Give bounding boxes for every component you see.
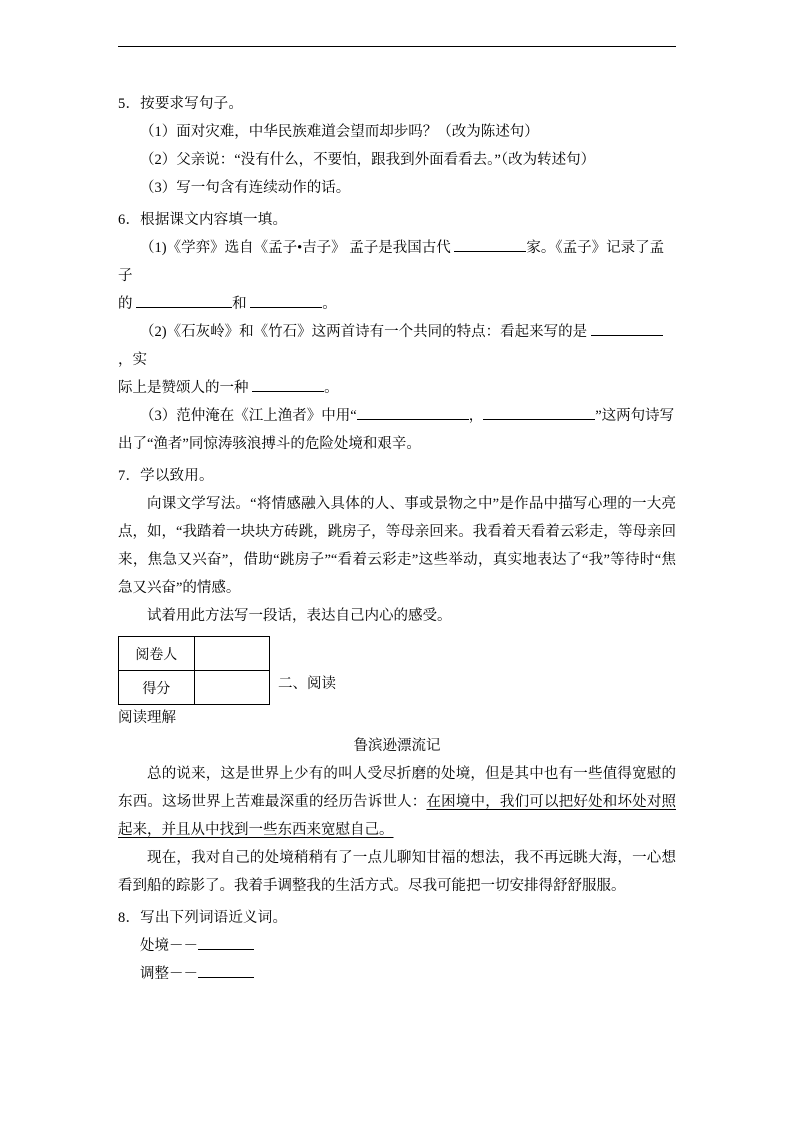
question-6-sub-1 bbox=[118, 234, 676, 290]
q6-1-text-c: 的 bbox=[118, 296, 133, 312]
score-table-label-score: 得分 bbox=[119, 671, 195, 705]
question-6-number: 6． bbox=[118, 212, 141, 228]
question-8-heading bbox=[118, 904, 676, 932]
q6-3-blank-2[interactable] bbox=[483, 419, 595, 420]
question-6-title: 根据课文内容填一填。 bbox=[140, 212, 288, 228]
score-table-area bbox=[118, 636, 676, 704]
score-table bbox=[118, 636, 270, 705]
q6-2-blank-2[interactable] bbox=[252, 391, 324, 392]
question-6-sub-3 bbox=[118, 402, 676, 430]
question-8-number: 8． bbox=[118, 910, 141, 926]
q6-1-text-e: 。 bbox=[322, 296, 337, 312]
score-table-marker-cell[interactable] bbox=[194, 637, 269, 671]
q6-1-text-d: 和 bbox=[232, 296, 247, 312]
q6-3-text-c: ”这两句诗写 bbox=[595, 408, 675, 424]
question-7-title: 学以致用。 bbox=[140, 468, 214, 484]
q6-1-blank-2[interactable] bbox=[136, 307, 232, 308]
table-row bbox=[119, 637, 270, 671]
q6-1-text-b: 家。《孟子》记录了孟子 bbox=[118, 240, 665, 284]
reading-label: 阅读理解 bbox=[118, 710, 176, 726]
table-row bbox=[119, 671, 270, 705]
score-table-label-marker: 阅卷人 bbox=[119, 637, 195, 671]
document-content bbox=[118, 86, 676, 988]
question-5-heading bbox=[118, 90, 676, 118]
q8-blank-2[interactable] bbox=[198, 977, 254, 978]
question-5-title: 按要求写句子。 bbox=[140, 96, 244, 112]
q6-1-blank-3[interactable] bbox=[250, 307, 322, 308]
score-table-score-cell[interactable] bbox=[194, 671, 269, 705]
q6-3-text-a: （3）范仲淹在《江上渔者》中用“ bbox=[140, 408, 357, 424]
q6-2-text-c: 际上是赞颂人的一种 bbox=[118, 380, 249, 396]
question-7-number: 7． bbox=[118, 468, 141, 484]
q6-3-blank-1[interactable] bbox=[357, 419, 469, 420]
question-5-sub-2: （2）父亲说：“没有什么，不要怕，跟我到外面看看去。”（改为转述句） bbox=[140, 152, 596, 168]
question-5-sub-3: （3）写一句含有连续动作的话。 bbox=[140, 180, 351, 196]
q8-line-1-text: 处境－－ bbox=[140, 938, 198, 954]
question-6-heading bbox=[118, 206, 676, 234]
question-8-title: 写出下列词语近义词。 bbox=[140, 910, 288, 926]
q8-line-2-text: 调整－－ bbox=[140, 966, 198, 982]
q6-2-text-a: （2)《石灰岭》和《竹石》这两首诗有一个共同的特点：看起来写的是 bbox=[140, 324, 588, 340]
reading-title: 鲁滨逊漂流记 bbox=[353, 738, 441, 754]
question-5-sub-1: （1）面对灾难，中华民族难道会望而却步吗？（改为陈述句） bbox=[140, 124, 539, 140]
section-heading-reading: 二、阅读 bbox=[278, 676, 336, 692]
question-7-heading bbox=[118, 462, 676, 490]
q6-2-blank-1[interactable] bbox=[591, 335, 663, 336]
reading-paragraph-1-plain: 总的说来，这是世界上少有的叫人受尽折磨的处境，但是其中也有一些值得宽慰的东西。这场世界上苦难最深重的经历告诉世人： bbox=[118, 766, 676, 810]
q6-2-text-d: 。 bbox=[324, 380, 339, 396]
reading-paragraph-1 bbox=[118, 760, 676, 844]
question-6-sub-2-cont bbox=[118, 374, 676, 402]
question-6-sub-3-cont: 出了“渔者”同惊涛骇浪搏斗的危险处境和艰辛。 bbox=[118, 436, 421, 452]
q6-1-text-a: （1)《学弈》选自《孟子•吉子》 孟子是我国古代 bbox=[140, 240, 451, 256]
q6-2-text-b: ，实 bbox=[118, 352, 147, 368]
q6-3-text-b: ， bbox=[468, 408, 484, 424]
question-7-paragraph-1: 向课文学写法。“将情感融入具体的人、事或景物之中”是作品中描写心理的一大亮点，如，“我踏着一块块方砖跳，跳房子，等母亲回来。我看着天看着云彩走，等母亲回来，焦急又兴奋”，借助“跳房子”“看着云彩走”这些举动，真实地表达了“我”等待时“焦急又兴奋”的情感。 bbox=[118, 496, 676, 596]
question-7-paragraph-2: 试着用此方法写一段话，表达自己内心的感受。 bbox=[147, 608, 452, 624]
question-6-sub-1-cont bbox=[118, 290, 676, 318]
reading-paragraph-2: 现在，我对自己的处境稍稍有了一点儿聊知甘福的想法，我不再远眺大海，一心想看到船的踪影了。我着手调整我的生活方式。尽我可能把一切安排得舒舒服服。 bbox=[118, 850, 676, 894]
q8-blank-1[interactable] bbox=[198, 949, 254, 950]
question-8-line-2 bbox=[118, 960, 676, 988]
question-8-line-1 bbox=[118, 932, 676, 960]
reading-paragraph-1-underlined: 在困境中，我们可以把好处和坏处对照起来，并且从中找到一些东西来宽慰自己。 bbox=[118, 794, 677, 838]
header-rule bbox=[118, 46, 676, 47]
question-6-sub-2 bbox=[118, 318, 676, 374]
question-5-number: 5． bbox=[118, 96, 141, 112]
q6-1-blank-1[interactable] bbox=[454, 251, 526, 252]
